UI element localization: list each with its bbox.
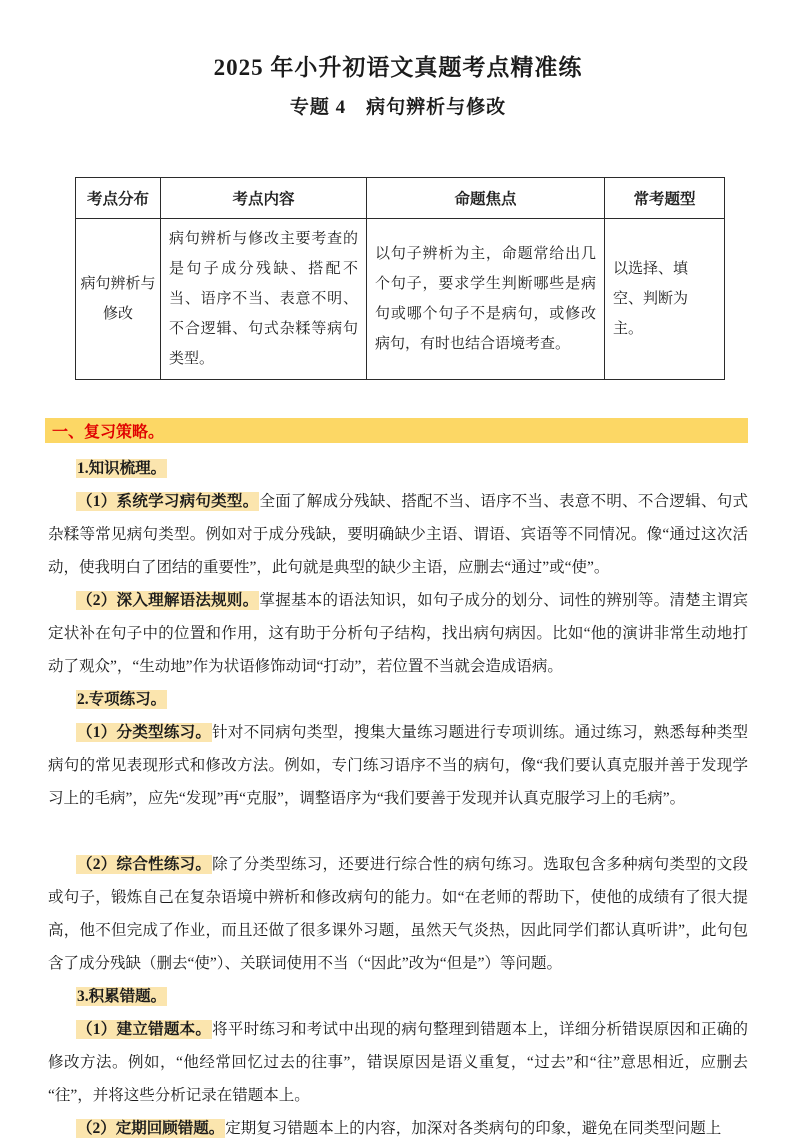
table-cell-content: 病句辨析与修改主要考查的是句子成分残缺、搭配不当、语序不当、表意不明、不合逻辑、句式杂糅等病句类型。 xyxy=(161,219,367,380)
paragraph-lead-highlight: （2）深入理解语法规则。 xyxy=(77,592,259,609)
para-review-errors xyxy=(48,1112,748,1145)
table-header-focus: 命题焦点 xyxy=(367,178,605,219)
table-cell-question-types: 以选择、填空、判断为主。 xyxy=(605,219,725,380)
page-title: 2025 年小升初语文真题考点精准练 xyxy=(213,55,583,80)
para-classified-practice xyxy=(48,716,748,815)
para-error-notebook xyxy=(48,1013,748,1112)
table-header-row xyxy=(76,178,725,219)
page-subtitle: 专题 4 病句辨析与修改 xyxy=(289,97,507,118)
section-heading: 一、复习策略。 xyxy=(52,424,165,441)
paragraph-lead-highlight: （2）定期回顾错题。 xyxy=(77,1120,225,1137)
para-systematic-learning xyxy=(48,485,748,584)
table-header-distribution: 考点分布 xyxy=(76,178,161,219)
para-grammar-rules xyxy=(48,584,748,683)
para-special-practice xyxy=(48,683,748,716)
para-knowledge-combing xyxy=(48,452,748,485)
paragraph-lead-highlight: 3.积累错题。 xyxy=(77,988,167,1005)
strategy-content xyxy=(48,452,748,1145)
paragraph-lead-highlight: （2）综合性练习。 xyxy=(77,856,212,873)
table-cell-focus: 以句子辨析为主，命题常给出几个句子，要求学生判断哪些是病句或哪个句子不是病句，或修改病句，有时也结合语境考查。 xyxy=(367,219,605,380)
table-cell-distribution: 病句辨析与修改 xyxy=(76,219,161,380)
table-header-question-types: 常考题型 xyxy=(605,178,725,219)
paragraph-lead-highlight: （1）分类型练习。 xyxy=(77,724,212,741)
paragraph-lead-highlight: （1）建立错题本。 xyxy=(77,1021,212,1038)
para-comprehensive-practice xyxy=(48,848,748,980)
paragraph-lead-highlight: 1.知识梳理。 xyxy=(77,460,167,477)
paragraph-text: 掌握基本的语法知识，如句子成分的划分、词性的辨别等。清楚主谓宾定状补在句子中的位置和作用，这有助于分析句子结构，找出病句病因。比如“他的演讲非常生动地打动了观众”，“生动地”作为状语修饰动词“打动”，若位置不当就会造成语病。 xyxy=(48,592,748,675)
paragraph-text: 除了分类型练习，还要进行综合性的病句练习。选取包含多种病句类型的文段或句子，锻炼自己在复杂语境中辨析和修改病句的能力。如“在老师的帮助下，使他的成绩有了很大提高，他不但完成了作业，而且还做了很多课外习题，虽然天气炎热，因此同学们都认真听讲”，此句包含了成分残缺（删去“使”）、关联词使用不当（“因此”改为“但是”）等问题。 xyxy=(48,856,748,972)
table-header-content: 考点内容 xyxy=(161,178,367,219)
paragraph-lead-highlight: （1）系统学习病句类型。 xyxy=(77,493,259,510)
exam-points-table xyxy=(75,177,725,380)
paragraph-text: 针对不同病句类型，搜集大量练习题进行专项训练。通过练习，熟悉每种类型病句的常见表现形式和修改方法。例如，专门练习语序不当的病句，像“我们要认真克服并善于发现学习上的毛病”，应先“发现”再“克服”，调整语序为“我们要善于发现并认真克服学习上的毛病”。 xyxy=(48,724,748,807)
paragraph-text: 全面了解成分残缺、搭配不当、语序不当、表意不明、不合逻辑、句式杂糅等常见病句类型。例如对于成分残缺，要明确缺少主语、谓语、宾语等不同情况。像“通过这次活动，使我明白了团结的重要性”，此句就是典型的缺少主语，应删去“通过”或“使”。 xyxy=(48,493,748,576)
paragraph-text: 定期复习错题本上的内容，加深对各类病句的印象，避免在同类型问题上 xyxy=(225,1120,722,1137)
paragraph-text: 将平时练习和考试中出现的病句整理到错题本上，详细分析错误原因和正确的修改方法。例如，“他经常回忆过去的往事”，错误原因是语义重复，“过去”和“往”意思相近，应删去“往”，并将这些分析记录在错题本上。 xyxy=(48,1021,748,1104)
para-error-accumulation xyxy=(48,980,748,1013)
paragraph-lead-highlight: 2.专项练习。 xyxy=(77,691,167,708)
table-row xyxy=(76,219,725,380)
section-heading-bar xyxy=(45,418,748,443)
